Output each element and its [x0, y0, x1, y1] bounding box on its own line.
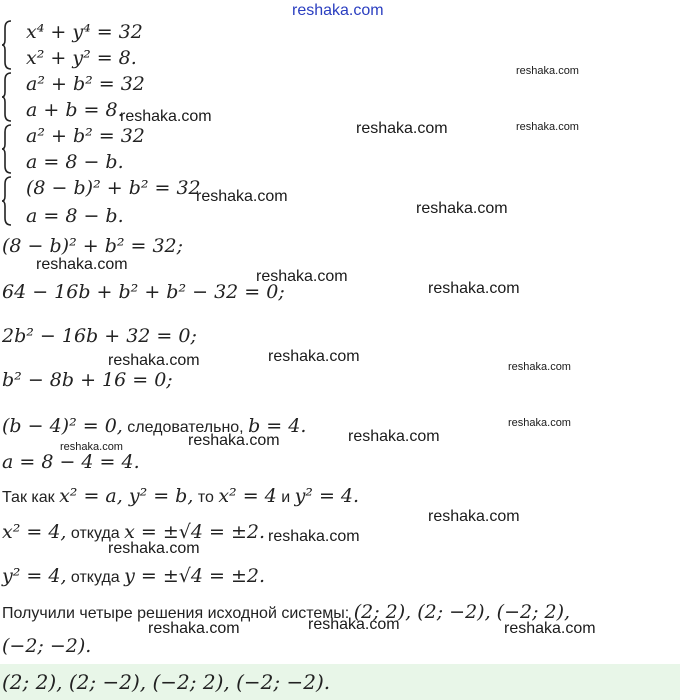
system-3-line-2: a = 8 − b.	[26, 151, 124, 173]
system-4-line-1: (8 − b)² + b² = 32	[26, 177, 201, 199]
site-watermark: reshaka.com	[188, 432, 280, 449]
system-brace	[2, 72, 12, 122]
site-watermark: reshaka.com	[428, 280, 520, 297]
site-watermark: reshaka.com	[148, 620, 240, 637]
step-x-math-2: x = ±√4 = ±2.	[124, 521, 266, 543]
step-conclusion-text: Получили четыре решения исходной системы:	[2, 605, 354, 622]
site-watermark: reshaka.com	[516, 65, 579, 77]
site-watermark: reshaka.com	[60, 441, 123, 453]
step-x-solution	[2, 520, 265, 546]
site-watermark: reshaka.com	[256, 268, 348, 285]
system-brace	[2, 176, 12, 226]
site-watermark: reshaka.com	[268, 348, 360, 365]
step-square-result: b = 4.	[248, 415, 307, 437]
system-2-line-1: a² + b² = 32	[26, 73, 145, 95]
site-watermark: reshaka.com	[356, 120, 448, 137]
system-1-line-2: x² + y² = 8.	[26, 47, 137, 69]
site-watermark: reshaka.com	[308, 616, 400, 633]
step-square-math: (b − 4)² = 0,	[2, 415, 123, 437]
site-watermark: reshaka.com	[36, 256, 128, 273]
step-sub-text-1: Так как	[2, 489, 60, 506]
step-x-text: откуда	[66, 525, 125, 542]
site-watermark: reshaka.com	[292, 2, 384, 19]
system-1-line-1: x⁴ + y⁴ = 32	[26, 21, 143, 43]
step-sub-math-2: x² = 4	[218, 485, 277, 507]
step-sub-text-3: и	[276, 489, 295, 506]
step-simplify: 2b² − 16b + 32 = 0;	[2, 325, 197, 347]
answer-box	[0, 664, 680, 700]
step-conclusion-tail: (−2; −2).	[2, 635, 92, 657]
site-watermark: reshaka.com	[348, 428, 440, 445]
answer-text: (2; 2), (2; −2), (−2; 2), (−2; −2).	[2, 670, 331, 694]
step-a-value: a = 8 − 4 = 4.	[2, 451, 140, 473]
step-y-solution	[2, 564, 265, 590]
system-brace	[2, 124, 12, 174]
step-equation: (8 − b)² + b² = 32;	[2, 235, 184, 257]
site-watermark: reshaka.com	[196, 188, 288, 205]
site-watermark: reshaka.com	[416, 200, 508, 217]
site-watermark: reshaka.com	[120, 108, 212, 125]
site-watermark: reshaka.com	[108, 540, 200, 557]
site-watermark: reshaka.com	[268, 528, 360, 545]
step-conclusion	[2, 600, 570, 626]
step-square-text: следовательно,	[122, 419, 249, 436]
step-substitution	[2, 484, 359, 510]
step-expand: 64 − 16b + b² + b² − 32 = 0;	[2, 281, 285, 303]
system-3-line-1: a² + b² = 32	[26, 125, 145, 147]
step-square	[2, 414, 306, 440]
site-watermark: reshaka.com	[516, 121, 579, 133]
step-conclusion-math: (2; 2), (2; −2), (−2; 2),	[353, 601, 571, 623]
step-y-math-1: y² = 4,	[2, 565, 67, 587]
site-watermark: reshaka.com	[108, 352, 200, 369]
step-y-math-2: y = ±√4 = ±2.	[124, 565, 266, 587]
step-y-text: откуда	[66, 569, 125, 586]
step-sub-math-3: y² = 4.	[294, 485, 360, 507]
site-watermark: reshaka.com	[504, 620, 596, 637]
step-x-math-1: x² = 4,	[2, 521, 67, 543]
step-sub-math-1: x² = a, y² = b,	[59, 485, 194, 507]
site-watermark: reshaka.com	[508, 361, 571, 373]
step-sub-text-2: то	[193, 489, 219, 506]
site-watermark: reshaka.com	[508, 417, 571, 429]
site-watermark: reshaka.com	[428, 508, 520, 525]
system-4-line-2: a = 8 − b.	[26, 205, 124, 227]
step-divide: b² − 8b + 16 = 0;	[2, 369, 173, 391]
system-brace	[2, 20, 12, 70]
system-2-line-2: a + b = 8.	[26, 99, 124, 121]
